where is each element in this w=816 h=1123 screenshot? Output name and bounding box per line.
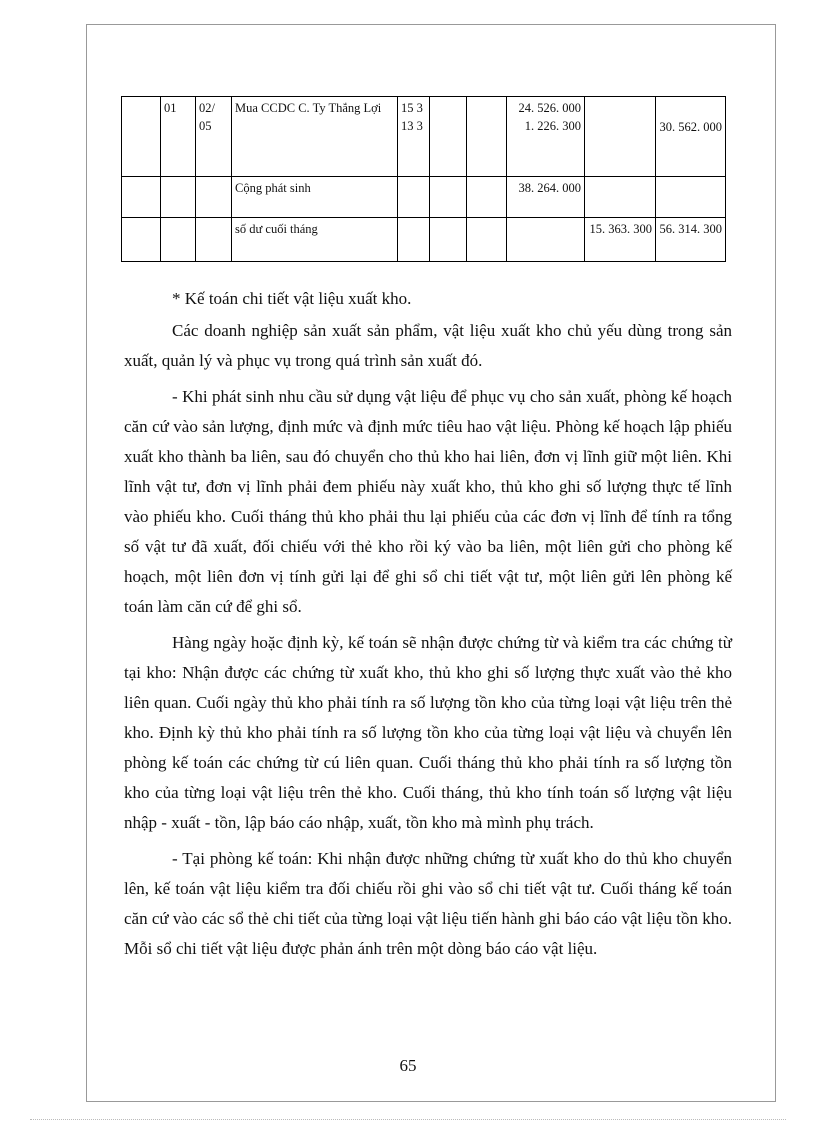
table-cell: [467, 177, 507, 218]
table-cell: [122, 97, 161, 177]
table-cell: [398, 177, 430, 218]
table-cell: [430, 97, 467, 177]
section-heading: * Kế toán chi tiết vật liệu xuất kho.: [172, 289, 412, 308]
table-cell: [430, 177, 467, 218]
table-cell: [196, 218, 232, 262]
amount-value: 24. 526. 000: [518, 101, 581, 115]
footer-rule: [30, 1119, 786, 1120]
table-cell: [467, 97, 507, 177]
page-number: 65: [399, 1056, 417, 1075]
table-cell-description: số dư cuối tháng: [232, 218, 398, 262]
amount-value: 1. 226. 300: [524, 119, 581, 133]
table-cell: [196, 177, 232, 218]
table-cell: [585, 177, 656, 218]
table-cell: [585, 97, 656, 177]
table-cell: 01: [161, 97, 196, 177]
table-cell: [161, 218, 196, 262]
table-row: [122, 218, 726, 262]
table-row: [122, 177, 726, 218]
table-cell-description: Mua CCDC C. Ty Thắng Lợi: [232, 97, 398, 177]
paragraph: - Tại phòng kế toán: Khi nhận được những chứng từ xuất kho do thủ kho chuyển lên, kế toán vật liệu kiểm tra đối chiếu rồi ghi vào sổ chi tiết vật tư. Cuối tháng kế toán căn cứ vào các sổ thẻ chi tiết của từng loại vật liệu tiến hành ghi báo cáo vật liệu tồn kho. Mỗi sổ chi tiết vật liệu được phản ánh trên một dòng báo cáo vật liệu.: [124, 849, 732, 958]
table-cell-amount: [507, 97, 585, 177]
table-cell-account: [398, 97, 430, 177]
table-cell: [507, 218, 585, 262]
table-cell: [122, 218, 161, 262]
body-text: [124, 284, 732, 964]
paragraph: Hàng ngày hoặc định kỳ, kế toán sẽ nhận được chứng từ và kiểm tra các chứng từ tại kho: Nhận được các chứng từ xuất kho, thủ kho ghi số lượng thực xuất vào thẻ kho liên quan. Cuối ngày thủ kho phải tính ra số lượng tồn kho của từng loại vật liệu trên thẻ kho. Định kỳ thủ kho phải tính ra số lượng tồn kho của từng loại vật liệu và chuyển lên phòng kế toán các chứng từ cú liên quan. Cuối tháng thủ kho phải tính ra số lượng tồn kho của từng loại vật liệu trên thẻ kho. Cuối tháng, thủ kho tính toán số lượng vật liệu nhập - xuất - tồn, lập báo cáo nhập, xuất, tồn kho mà mình phụ trách.: [124, 633, 732, 832]
ledger-table: [121, 96, 726, 262]
account-code: 15 3: [401, 101, 423, 115]
table-cell: [656, 177, 726, 218]
table-cell: [122, 177, 161, 218]
table-cell-closing-balance: 15. 363. 300: [585, 218, 656, 262]
table-cell-description: Cộng phát sinh: [232, 177, 398, 218]
paragraph: Các doanh nghiệp sản xuất sản phẩm, vật liệu xuất kho chủ yếu dùng trong sản xuất, quản lý và phục vụ trong quá trình sản xuất đó.: [124, 321, 732, 370]
table-cell: [467, 218, 507, 262]
paragraph: - Khi phát sinh nhu cầu sử dụng vật liệu để phục vụ cho sản xuất, phòng kế hoạch căn cứ vào sản lượng, định mức và định mức tiêu hao vật liệu. Phòng kế hoạch lập phiếu xuất kho thành ba liên, sau đó chuyển cho thủ kho hai liên, đơn vị lĩnh giữ một liên. Khi lĩnh vật tư, đơn vị lĩnh phải đem phiếu này xuất kho, thủ kho ghi số lượng thực tế lĩnh vào phiếu kho. Cuối tháng thủ kho phải thu lại phiếu của các đơn vị lĩnh để tính ra tổng số vật tư đã xuất, đối chiếu với thẻ kho rồi ký vào ba liên, một liên gửi cho phòng kế hoạch, một liên đơn vị tính gửi lại để ghi sổ chi tiết vật tư, một liên gửi lên phòng kế toán làm căn cứ để ghi sổ.: [124, 387, 732, 616]
table-cell-balance: [656, 97, 726, 177]
table-cell: [161, 177, 196, 218]
balance-value: 30. 562. 000: [659, 120, 722, 134]
table-cell: [430, 218, 467, 262]
table-cell-amount: 38. 264. 000: [507, 177, 585, 218]
table-row: [122, 97, 726, 177]
account-code: 13 3: [401, 119, 423, 133]
table-cell-closing-total: 56. 314. 300: [656, 218, 726, 262]
table-cell: 02/ 05: [196, 97, 232, 177]
table-cell: [398, 218, 430, 262]
